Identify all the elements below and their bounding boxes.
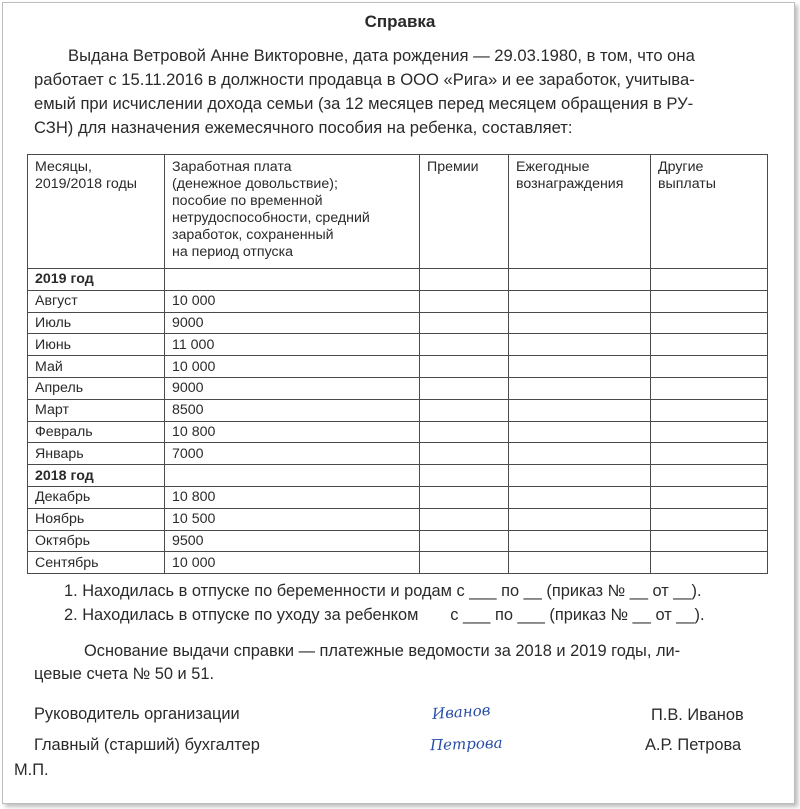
other-payment-cell [651,377,768,399]
month-cell: Май [28,356,165,378]
salary-cell: 9000 [165,377,420,399]
table-row [28,443,768,465]
salary-cell: 10 000 [165,356,420,378]
month-cell: Октябрь [28,530,165,552]
intro-line: емый при исчислении дохода семьи (за 12 месяцев перед месяцем обращения в РУ- [34,94,694,113]
document-title: Справка [364,12,436,31]
empty-cell [509,269,651,291]
empty-cell [420,465,509,487]
other-payment-cell [651,421,768,443]
month-cell: Ноябрь [28,508,165,530]
header-text: Заработная плата (денежное довольствие); пособие по временной нетрудоспособности, средний заработок, сохраненный на период отпуска [172,159,370,260]
accountant-name: А.Р. Петрова [645,736,742,754]
other-payment-cell [651,399,768,421]
empty-cell [165,269,420,291]
other-payment-cell [651,552,768,574]
table-row [28,356,768,378]
year-row [28,465,768,487]
intro-line: работает с 15.11.2016 в должности продавца в ООО «Рига» и ее заработок, учитыва- [34,70,695,89]
stamp-label: М.П. [14,761,49,779]
month-cell: Июнь [28,334,165,356]
annual-reward-cell [509,486,651,508]
header-annual-rewards [509,155,651,269]
year-label: 2018 год [28,465,165,487]
annual-reward-cell [509,421,651,443]
bonus-cell [420,443,509,465]
table-row [28,399,768,421]
annual-reward-cell [509,530,651,552]
other-payment-cell [651,312,768,334]
intro-line: Выдана Ветровой Анне Викторовне, дата рождения — 29.03.1980, в том, что она [68,46,695,65]
head-signature: Иванов [431,700,491,724]
annual-reward-cell [509,356,651,378]
salary-cell: 10 000 [165,552,420,574]
annual-reward-cell [509,290,651,312]
empty-cell [420,269,509,291]
table-row [28,334,768,356]
salary-cell: 10 500 [165,508,420,530]
bonus-cell [420,377,509,399]
other-payment-cell [651,290,768,312]
bonus-cell [420,290,509,312]
table-row [28,552,768,574]
bonus-cell [420,334,509,356]
header-months [28,155,165,269]
head-label: Руководитель организации [34,705,240,723]
annual-reward-cell [509,334,651,356]
salary-cell: 10 000 [165,290,420,312]
annual-reward-cell [509,377,651,399]
table-row [28,486,768,508]
year-label: 2019 год [28,269,165,291]
other-payment-cell [651,530,768,552]
basis-paragraph [34,640,772,686]
head-name: П.В. Иванов [651,706,744,724]
salary-cell: 10 800 [165,486,420,508]
header-text: Премии [427,159,479,175]
basis-line: Основание выдачи справки — платежные ведомости за 2018 и 2019 годы, ли- [84,642,681,660]
header-bonuses [420,155,509,269]
header-other-payments [651,155,768,269]
salary-cell: 8500 [165,399,420,421]
header-text: Месяцы, 2019/2018 годы [35,159,137,192]
empty-cell [651,269,768,291]
bonus-cell [420,486,509,508]
intro-paragraph [34,44,772,140]
bonus-cell [420,552,509,574]
month-cell: Март [28,399,165,421]
empty-cell [651,465,768,487]
empty-cell [509,465,651,487]
other-payment-cell [651,334,768,356]
table-row [28,312,768,334]
basis-line: цевые счета № 50 и 51. [34,665,215,683]
annual-reward-cell [509,508,651,530]
intro-line: СЗН) для назначения ежемесячного пособия на ребенка, составляет: [34,118,573,137]
bonus-cell [420,421,509,443]
bonus-cell [420,508,509,530]
income-table [27,154,768,574]
annual-reward-cell [509,399,651,421]
header-salary [165,155,420,269]
other-payment-cell [651,356,768,378]
table-row [28,290,768,312]
annual-reward-cell [509,312,651,334]
bonus-cell [420,530,509,552]
salary-cell: 11 000 [165,334,420,356]
month-cell: Июль [28,312,165,334]
salary-cell: 9500 [165,530,420,552]
bonus-cell [420,312,509,334]
month-cell: Декабрь [28,486,165,508]
accountant-signature: Петрова [429,733,503,755]
month-cell: Апрель [28,377,165,399]
month-cell: Январь [28,443,165,465]
month-cell: Февраль [28,421,165,443]
accountant-label: Главный (старший) бухгалтер [34,736,260,754]
bonus-cell [420,356,509,378]
header-text: Другие выплаты [658,159,716,192]
table-row [28,421,768,443]
salary-cell: 7000 [165,443,420,465]
bonus-cell [420,399,509,421]
annual-reward-cell [509,552,651,574]
header-text: Ежегодные вознаграждения [516,159,624,192]
annual-reward-cell [509,443,651,465]
other-payment-cell [651,508,768,530]
table-row [28,508,768,530]
salary-cell: 9000 [165,312,420,334]
note-maternity-leave: 1. Находилась в отпуске по беременности и родам с ___ по __ (приказ № __ от __). [64,582,702,600]
salary-cell: 10 800 [165,421,420,443]
table-row [28,377,768,399]
year-row [28,269,768,291]
month-cell: Сентябрь [28,552,165,574]
month-cell: Август [28,290,165,312]
table-row [28,530,768,552]
note-childcare-leave: 2. Находилась в отпуске по уходу за ребенком с ___ по ___ (приказ № __ от __). [64,606,705,624]
table-header-row [28,155,768,269]
other-payment-cell [651,443,768,465]
empty-cell [165,465,420,487]
other-payment-cell [651,486,768,508]
